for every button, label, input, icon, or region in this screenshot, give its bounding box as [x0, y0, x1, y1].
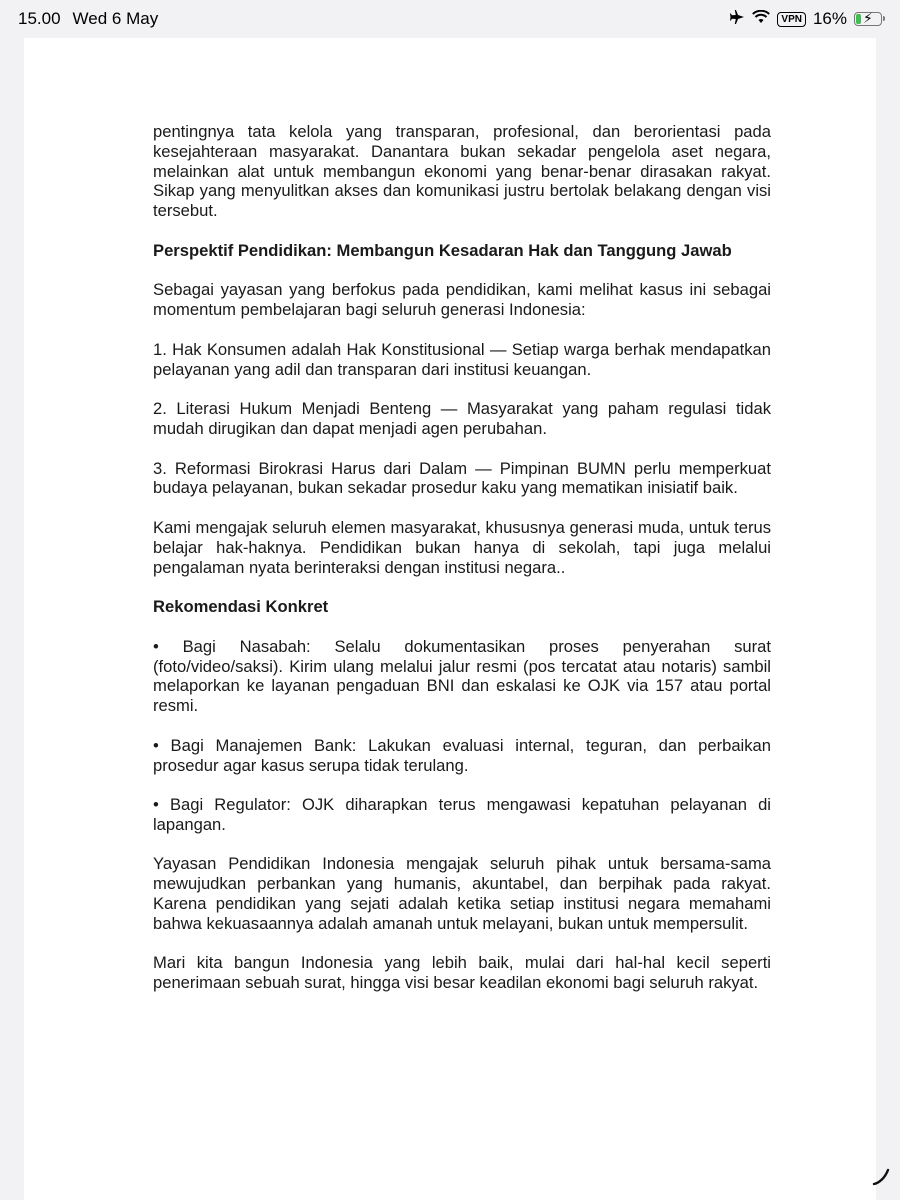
status-right: [729, 9, 882, 30]
list-item-2: 2. Literasi Hukum Menjadi Benteng — Masyarakat yang paham regulasi tidak mudah dirugikan dan dapat menjadi agen perubahan.: [153, 399, 771, 438]
list-item-1: 1. Hak Konsumen adalah Hak Konstitusional — Setiap warga berhak mendapatkan pelayanan yang adil dan transparan dari institusi keuangan.: [153, 339, 771, 379]
paragraph-2: Sebagai yayasan yang berfokus pada pendidikan, kami melihat kasus ini sebagai momentum pembelajaran bagi seluruh generasi Indonesia:: [153, 280, 771, 320]
heading-rekomendasi: Rekomendasi Konkret: [153, 597, 329, 617]
wifi-icon: [752, 9, 770, 29]
document-content: [153, 122, 771, 1013]
paragraph-5: Mari kita bangun Indonesia yang lebih baik, mulai dari hal-hal kecil seperti penerimaan sebuah surat, hingga visi besar keadilan ekonomi bagi seluruh rakyat.: [153, 953, 771, 993]
battery-icon: [854, 12, 882, 26]
paragraph-1: pentingnya tata kelola yang transparan, profesional, dan berorientasi pada kesejahteraan masyarakat. Danantara bukan sekadar pengelola aset negara, melainkan alat untuk membangun ekonomi yang benar-benar dirasakan rakyat. Sikap yang menyulitkan akses dan komunikasi justru bertolak belakang dengan visi tersebut.: [153, 122, 771, 221]
markup-icon[interactable]: [870, 1166, 892, 1194]
paragraph-4: Yayasan Pendidikan Indonesia mengajak seluruh pihak untuk bersama-sama mewujudkan perbankan yang humanis, akuntabel, dan berpihak pada rakyat. Karena pendidikan yang sejati adalah ketika setiap institusi negara memahami bahwa kekuasaannya adalah amanah untuk melayani, bukan untuk mempersulit.: [153, 854, 771, 933]
status-date: Wed 6 May: [72, 9, 159, 28]
heading-perspektif: Perspektif Pendidikan: Membangun Kesadaran Hak dan Tanggung Jawab: [153, 240, 732, 260]
charging-bolt-icon: ⚡: [863, 10, 873, 26]
list-item-3: 3. Reformasi Birokrasi Harus dari Dalam — Pimpinan BUMN perlu memperkuat budaya pelayanan, bukan sekadar prosedur kaku yang mematikan inisiatif baik.: [153, 458, 771, 498]
vpn-badge: VPN: [777, 12, 806, 27]
status-time: 15.00: [18, 9, 61, 28]
battery-percent: 16%: [812, 9, 847, 28]
status-left: [18, 9, 158, 29]
battery-fill: [856, 14, 861, 24]
document-page[interactable]: [24, 38, 876, 1200]
bullet-regulator: • Bagi Regulator: OJK diharapkan terus mengawasi kepatuhan pelayanan di lapangan.: [153, 795, 771, 834]
status-bar: [0, 0, 900, 38]
bullet-nasabah: • Bagi Nasabah: Selalu dokumentasikan proses penyerahan surat (foto/video/saksi). Kirim ulang melalui jalur resmi (pos tercatat atau notaris) sambil melaporkan ke layanan pengaduan BNI dan eskalasi ke OJK via 157 atau portal resmi.: [153, 636, 771, 716]
paragraph-3: Kami mengajak seluruh elemen masyarakat, khususnya generasi muda, untuk terus belajar hak-haknya. Pendidikan bukan hanya di sekolah, tapi juga melalui pengalaman nyata berinteraksi dengan institusi negara..: [153, 517, 771, 577]
airplane-icon: [729, 9, 745, 30]
bullet-manajemen: • Bagi Manajemen Bank: Lakukan evaluasi internal, teguran, dan perbaikan prosedur agar kasus serupa tidak terulang.: [153, 735, 771, 775]
